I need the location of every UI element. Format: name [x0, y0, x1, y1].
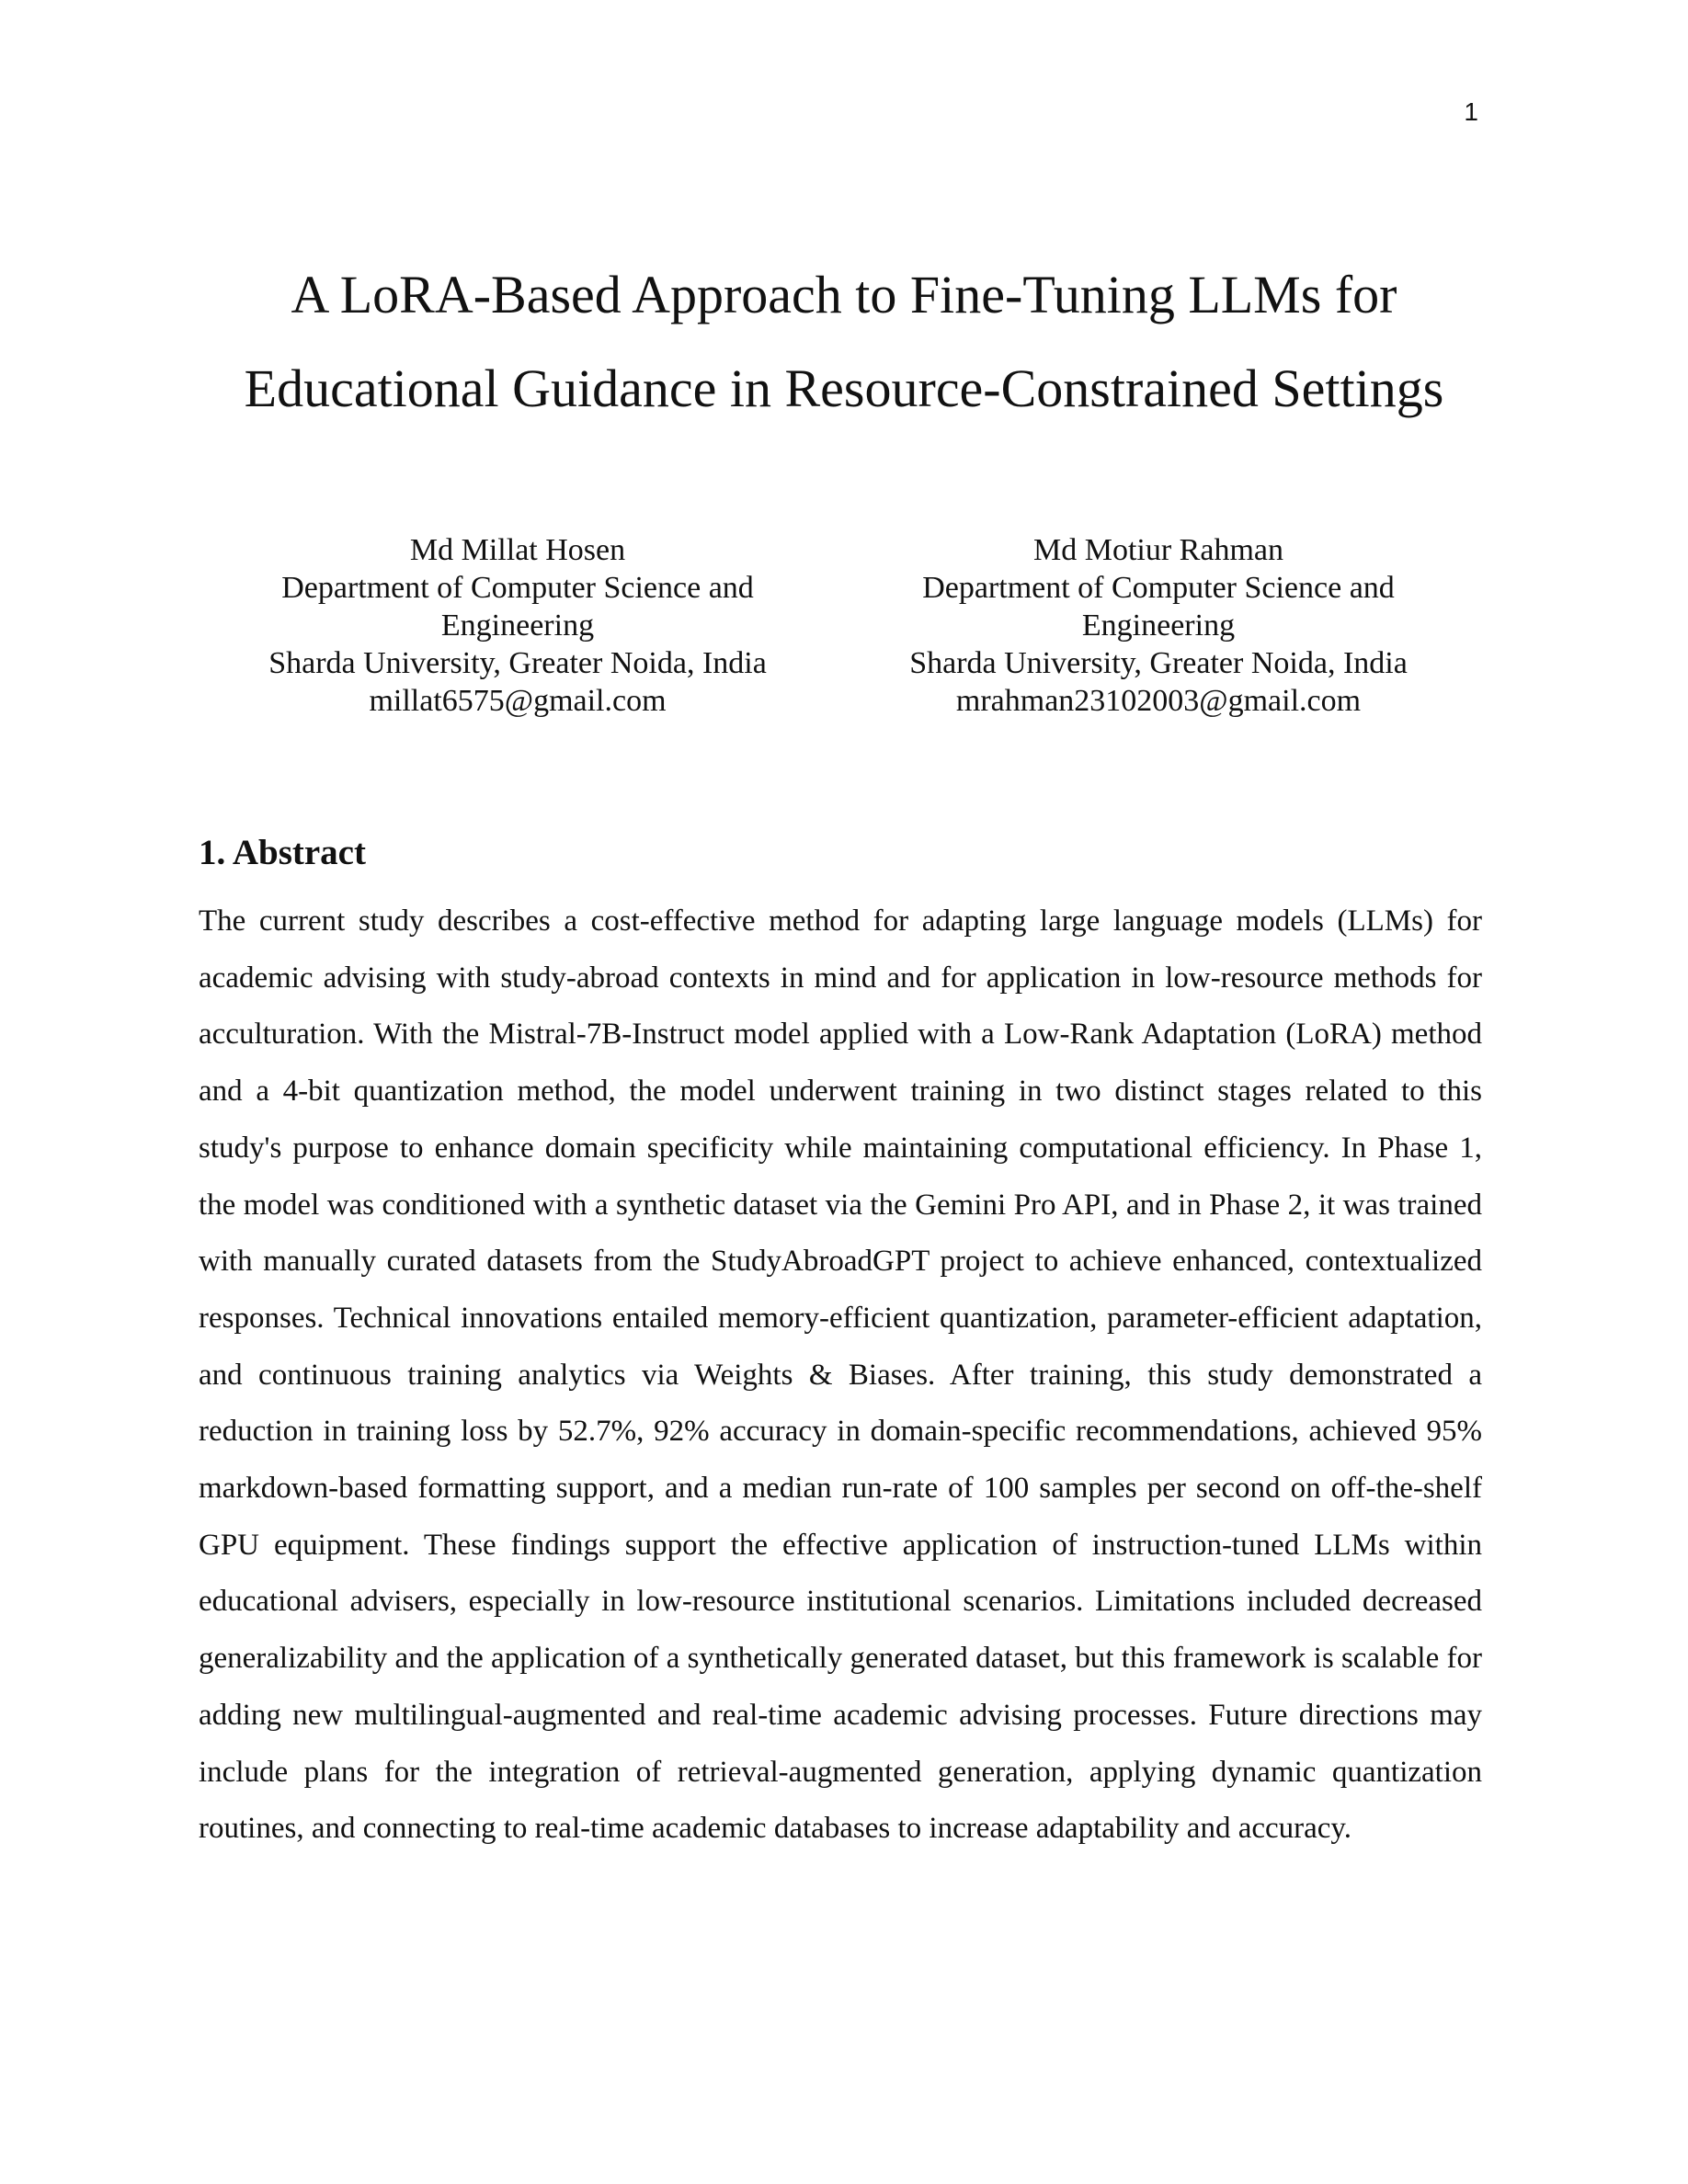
paper-title-line-1: A LoRA-Based Approach to Fine-Tuning LLMs for: [291, 265, 1397, 324]
abstract-body: The current study describes a cost-effective method for adapting large language models (LLMs) for academic advising with study-abroad contexts in mind and for application in low-resource methods for acculturation. With the Mistral-7B-Instruct model applied with a Low-Rank Adaptation (LoRA) method and a 4-bit quantization method, the model underwent training in two distinct stages related to this study's purpose to enhance domain specificity while maintaining computational efficiency. In Phase 1, the model was conditioned with a synthetic dataset via the Gemini Pro API, and in Phase 2, it was trained with manually curated datasets from the StudyAbroadGPT project to achieve enhanced, contextualized responses. Technical innovations entailed memory-efficient quantization, parameter-efficient adaptation, and continuous training analytics via Weights & Biases. After training, this study demonstrated a reduction in training loss by 52.7%, 92% accuracy in domain-specific recommendations, achieved 95% markdown-based formatting support, and a median run-rate of 100 samples per second on off-the-shelf GPU equipment. These findings support the effective application of instruction-tuned LLMs within educational advisers, especially in low-resource institutional scenarios. Limitations included decreased generalizability and the application of a synthetically generated dataset, but this framework is scalable for adding new multilingual-augmented and real-time academic advising processes. Future directions may include plans for the integration of retrieval-augmented generation, applying dynamic quantization routines, and connecting to real-time academic databases to increase adaptability and accuracy.: [199, 904, 1482, 1846]
author-block-2: [873, 531, 1443, 720]
paper-title-line-2: Educational Guidance in Resource-Constrained Settings: [244, 358, 1444, 418]
paper-title: [147, 248, 1541, 436]
author-block-1: [233, 531, 803, 720]
author-department: Department of Computer Science and: [922, 571, 1395, 605]
page-number: 1: [1464, 97, 1478, 126]
abstract-heading: 1. Abstract: [199, 833, 366, 872]
author-affiliation: Sharda University, Greater Noida, India: [268, 646, 767, 680]
author-email: mrahman23102003@gmail.com: [955, 684, 1362, 718]
author-name: Md Motiur Rahman: [1033, 533, 1283, 567]
author-email: millat6575@gmail.com: [369, 684, 667, 718]
author-department: Department of Computer Science and: [281, 571, 754, 605]
author-affiliation: Sharda University, Greater Noida, India: [909, 646, 1408, 680]
author-name: Md Millat Hosen: [409, 533, 626, 567]
author-department-continued: Engineering: [1081, 609, 1236, 643]
author-department-continued: Engineering: [440, 609, 595, 643]
